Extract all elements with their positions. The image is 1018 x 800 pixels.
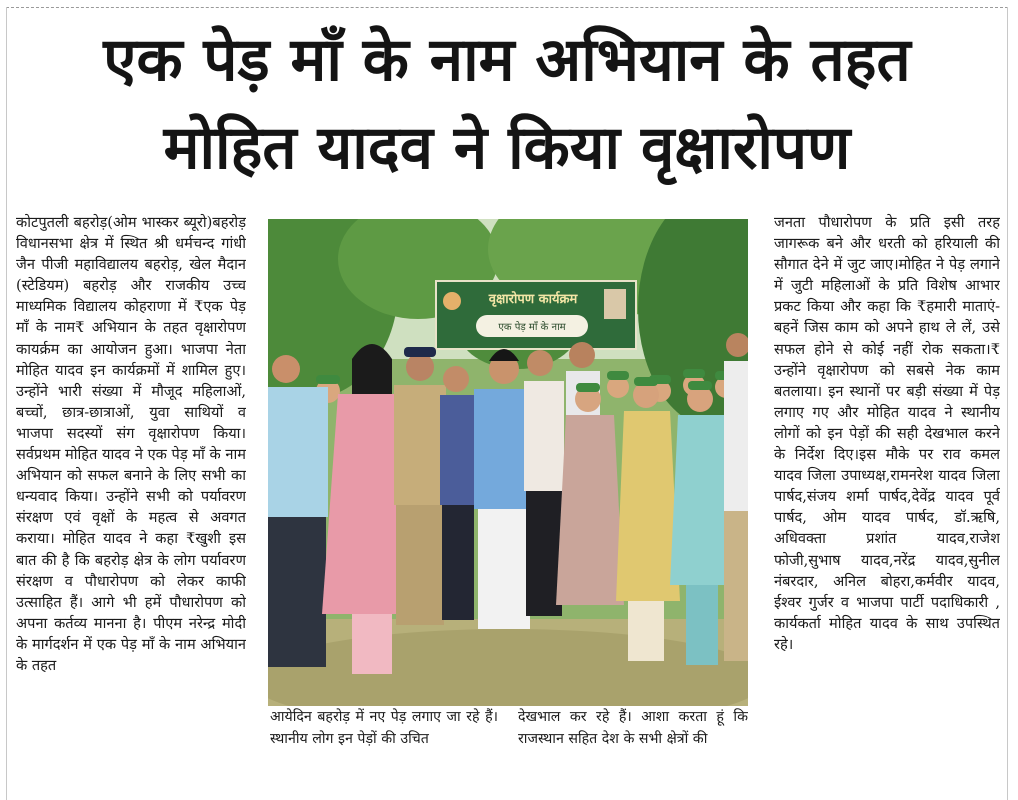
- top-dashed-rule: [6, 7, 1008, 8]
- banner-title: वृक्षारोपण कार्यक्रम: [488, 292, 578, 307]
- article-column-mid-right: देखभाल कर रहे हैं। आशा करता हूं कि राजस्थान सहित देश के सभी क्षेत्रों की: [518, 709, 748, 747]
- news-photo: [268, 219, 748, 706]
- headline-line-2: मोहित यादव ने किया वृक्षारोपण: [163, 113, 851, 183]
- left-margin-rule: [6, 7, 7, 800]
- article-column-mid-left: आयेदिन बहरोड़ में नए पेड़ लगाए जा रहे हैं। स्थानीय लोग इन पेड़ों की उचित: [270, 709, 498, 747]
- banner-slogan: एक पेड़ माँ के नाम: [498, 322, 566, 333]
- right-margin-rule: [1007, 7, 1008, 800]
- article-column-right: जनता पौधारोपण के प्रति इसी तरह जागरूक बने और धरती को हरियाली की सौगात देने में जुट जाए।मोहित ने पेड़ लगाने में जुटी महिलाओं के प्रति विशेष आभार प्रकट किया और कहा कि ₹हमारी माताएं-बहनें जिस काम को अपने हाथ ले लें, उसे सफल होने से कोई नहीं रोक सकता।₹ उन्होंने वृक्षारोपण को सबसे नेक काम बतलाया। इन स्थानों पर बड़ी संख्या में पेड़ लगाए गए और मोहित यादव ने स्थानीय लोगों को इन पेड़ों की सही देखभाल करने के निर्देश दिए।इस मौके पर राव कमल यादव जिला उपाध्यक्ष,रामनरेश यादव जिला पार्षद,संजय शर्मा पार्षद,देवेंद्र यादव पूर्व पार्षद, ओम यादव पार्षद, डॉ.ऋषि, अधिवक्ता प्रशांत यादव,राजेश फोजी,सुभाष यादव,नरेंद्र यादव,सुनील नंबरदार, अनिल बोहरा,कर्मवीर यादव, ईश्वर गुर्जर व भाजपा पार्टी पदाधिकारी , कार्यकर्ता मोहित यादव के साथ उपस्थित रहे।: [774, 214, 1000, 653]
- group-photo-illustration: [268, 219, 748, 706]
- headline-line-1: एक पेड़ माँ के नाम अभियान के तहत: [103, 25, 911, 95]
- article-column-left: कोटपुतली बहरोड़(ओम भास्कर ब्यूरो)बहरोड़ विधानसभा क्षेत्र में स्थित श्री धर्मचन्द गांधी जैन पीजी महाविद्यालय बहरोड़, खेल मैदान (स्टेडियम) बहरोड़ और राजकीय उच्च माध्यमिक विद्यालय कोहराणा में ₹एक पेड़ माँ के नाम₹ अभियान के तहत वृक्षारोपण कायर्क्रम का आयोजन हुआ। भाजपा नेता मोहित यादव इन कार्यक्रमों में शामिल हुए। उन्होंने भारी संख्या में मौजूद महिलाओं, बच्चों, छात्र-छात्राओं, युवा साथियों व भाजपा सदस्यों संग वृक्षारोपण किया।सर्वप्रथम मोहित यादव ने एक पेड़ माँ के नाम अभियान को सफल बनाने के लिए सभी का धन्यवाद किया। उन्होंने सभी को पर्यावरण संरक्षण एवं वृक्षों के महत्व से अवगत कराया। मोहित यादव ने कहा ₹खुशी इस बात की है कि बहरोड़ क्षेत्र के लोग पर्यावरण संरक्षण व पौधारोपण को लेकर काफी उत्साहित हैं। आगे भी हमें पौधारोपण को अपना कर्तव्य मानना है। पीएम नरेन्द्र मोदी के मार्गदर्शन में एक पेड़ माँ के नाम अभियान के तहत: [16, 214, 246, 674]
